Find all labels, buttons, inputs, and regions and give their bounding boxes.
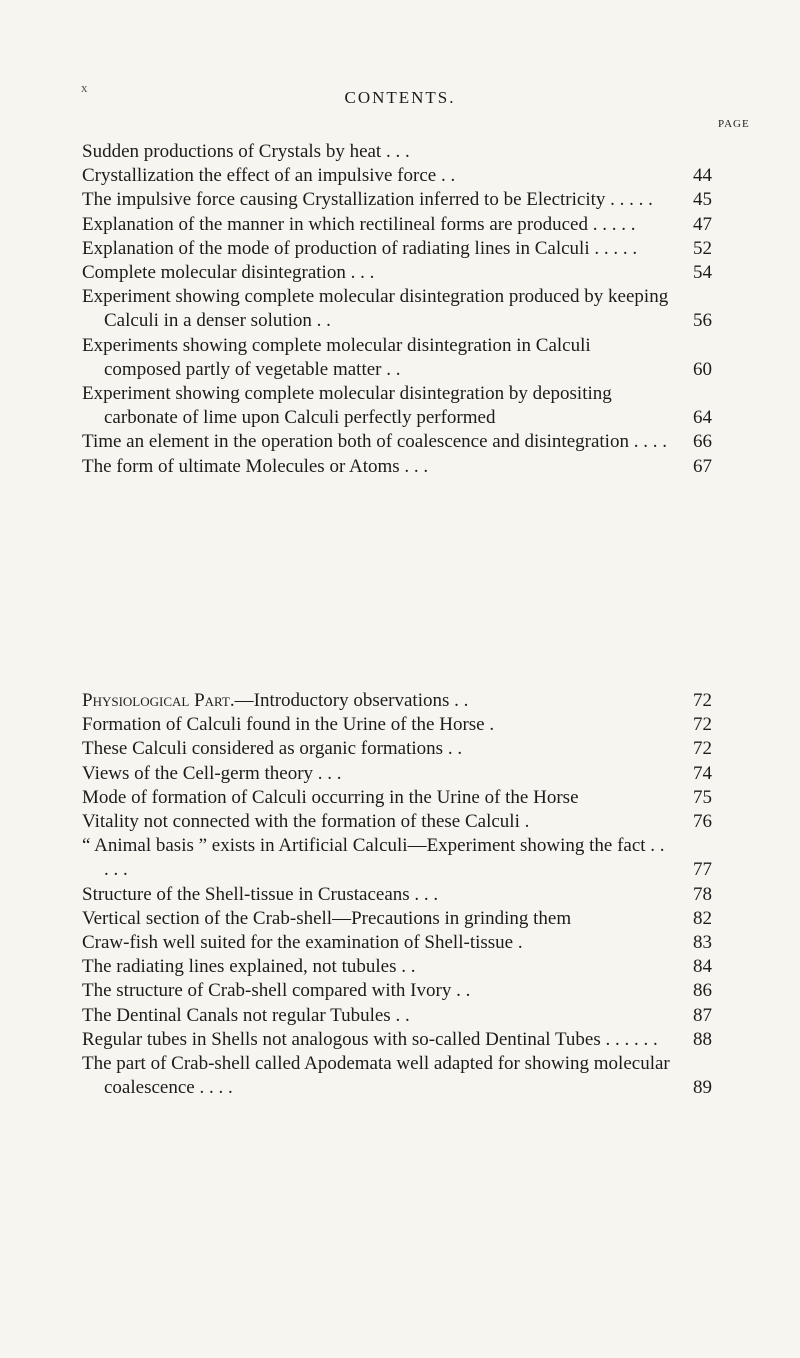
toc-entry-page: 83 [693,932,712,954]
toc-entry [82,713,710,737]
toc-entry-page: 44 [693,165,712,187]
toc-entry-title: Explanation of the manner in which rectilineal forms are produced . . . . . [82,213,636,235]
toc-entry-title: Experiments showing complete molecular disintegration in Calculi composed partly of vegetable matter . . [82,334,591,380]
toc-entry-page: 74 [693,762,712,784]
toc-entry-title: These Calculi considered as organic formations . . [82,738,463,760]
toc-entry-title: Complete molecular disintegration . . . [82,262,375,284]
toc-entry-page: 75 [693,786,712,808]
toc-entry [82,907,710,931]
toc-entry-title: Regular tubes in Shells not analogous with so-called Dentinal Tubes . . . . . . [82,1028,658,1050]
toc-entry [82,883,710,907]
toc-entry-title: The part of Crab-shell called Apodemata well adapted for showing molecular coalescence . . . . [82,1053,670,1099]
toc-entry [82,334,710,382]
toc-entry-page: 67 [693,455,712,477]
toc-entry [82,382,710,430]
toc-entry [82,188,710,212]
toc-entry [82,762,710,786]
toc-entry [82,140,710,164]
toc-entry [82,213,710,237]
section-heading-rest: —Introductory observations . . [234,690,469,711]
toc-entry [82,237,710,261]
toc-entry [82,810,710,834]
toc-entry-page: 72 [693,738,712,760]
toc-entry-page: 66 [693,431,712,453]
contents-section-chemical [82,140,710,479]
toc-entry-page: 64 [693,407,712,429]
toc-entry-title: Crystallization the effect of an impulsive force . . [82,165,456,187]
toc-entry-title: The form of ultimate Molecules or Atoms . . . [82,455,429,477]
toc-entry-title: Views of the Cell-germ theory . . . [82,762,342,784]
toc-entry [82,285,710,333]
toc-entry-page: 78 [693,883,712,905]
toc-entry-title: Mode of formation of Calculi occurring in the Urine of the Horse [82,786,579,808]
toc-entry-title: The impulsive force causing Crystallization inferred to be Electricity . . . . . [82,189,653,211]
toc-entry-title: Craw-fish well suited for the examination of Shell-tissue . [82,932,523,954]
toc-entry-title: Explanation of the mode of production of radiating lines in Calculi . . . . . [82,237,638,259]
toc-entry-title: “ Animal basis ” exists in Artificial Calculi—Experiment showing the fact . . . . . [82,835,665,881]
toc-entry-page: 47 [693,213,712,235]
toc-entry [82,786,710,810]
toc-entry [82,955,710,979]
toc-entry-page: 45 [693,189,712,211]
toc-entry [82,1028,710,1052]
toc-entry-page: 77 [693,859,712,881]
toc-entry [82,1052,710,1100]
section-heading [82,689,710,713]
toc-entry-page: 60 [693,358,712,380]
page-number: x [81,80,88,95]
toc-entry-title: Vitality not connected with the formation of these Calculi . [82,811,530,833]
toc-entry-title: The structure of Crab-shell compared with Ivory . . [82,980,471,1002]
toc-entry-page: 82 [693,907,712,929]
toc-entry-title: Formation of Calculi found in the Urine of the Horse . [82,714,495,736]
page-column-label: PAGE [718,118,750,130]
toc-entry-title: The radiating lines explained, not tubules . . [82,956,416,978]
toc-entry-page: 54 [693,262,712,284]
toc-entry-page: 89 [693,1077,712,1099]
toc-entry [82,1004,710,1028]
toc-entry-title: Experiment showing complete molecular disintegration by depositing carbonate of lime upon Calculi perfectly performed [82,383,612,429]
toc-entry [82,737,710,761]
toc-entry-title: Structure of the Shell-tissue in Crustaceans . . . [82,883,439,905]
toc-entry-page: 86 [693,980,712,1002]
toc-entry-page: 72 [693,714,712,736]
toc-entry [82,931,710,955]
toc-entry [82,979,710,1003]
toc-entry-page: 52 [693,237,712,259]
running-head: CONTENTS. [344,88,456,107]
section-heading-title: Physiological Part. [82,690,235,711]
toc-entry-title: Vertical section of the Crab-shell—Precautions in grinding them [82,907,572,929]
toc-entry-page: 56 [693,310,712,332]
toc-entry [82,455,710,479]
contents-section-physiological [82,689,710,1100]
toc-entry-page: 84 [693,956,712,978]
toc-entry-title: Sudden productions of Crystals by heat . . . [82,141,410,162]
toc-entry-title: The Dentinal Canals not regular Tubules . . [82,1004,410,1026]
toc-entry-title: Experiment showing complete molecular disintegration produced by keeping Calculi in a denser solution . . [82,286,669,332]
toc-entry [82,164,710,188]
toc-entry-page: 76 [693,811,712,833]
toc-entry-page: 72 [693,690,712,711]
toc-entry [82,834,710,882]
toc-entry-title: Time an element in the operation both of coalescence and disintegration . . . . [82,431,667,453]
toc-entry [82,261,710,285]
toc-entry-page: 88 [693,1028,712,1050]
toc-entry [82,430,710,454]
toc-entry-page: 87 [693,1004,712,1026]
